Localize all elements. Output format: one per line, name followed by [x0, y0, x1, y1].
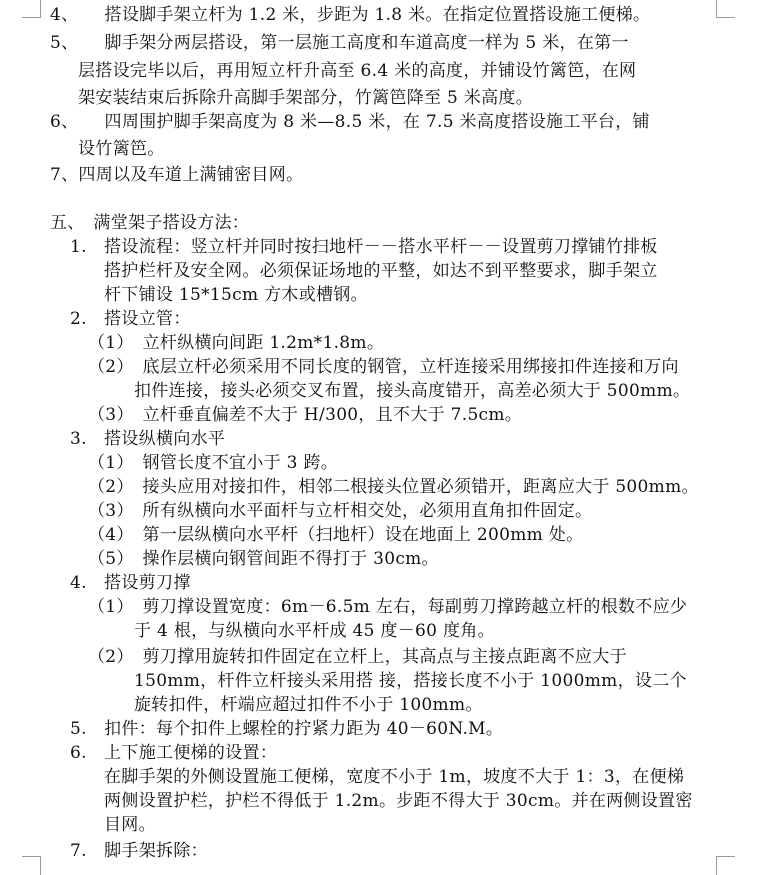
- text-line: 扣件连接，接头必须交叉布置，接头高度错开，高差必须大于 500mm。: [134, 381, 691, 401]
- text-line: （4） 第一层纵横向水平杆（扫地杆）设在地面上 200mm 处。: [88, 525, 584, 545]
- text-line: 2. 搭设立管：: [70, 309, 191, 329]
- text-line: （2） 接头应用对接扣件，相邻二根接头位置必须错开，距离应大于 500mm。: [88, 477, 699, 497]
- text-line: 4、 搭设脚手架立杆为 1.2 米，步距为 1.8 米。在指定位置搭设施工便梯。: [50, 5, 651, 25]
- text-line: （2） 底层立杆必须采用不同长度的钢管，立杆连接采用绑接扣件连接和万向: [88, 357, 679, 377]
- text-line: （1） 钢管长度不宜小于 3 跨。: [88, 453, 339, 473]
- text-line: 5、 脚手架分两层搭设，第一层施工高度和车道高度一样为 5 米，在第一: [50, 33, 629, 53]
- text-line: 6、 四周围护脚手架高度为 8 米—8.5 米，在 7.5 米高度搭设施工平台，铺: [50, 112, 650, 132]
- text-line: 杆下铺设 15*15cm 方木或槽钢。: [104, 285, 368, 305]
- text-line: （3） 立杆垂直偏差不大于 H/300，且不大于 7.5cm。: [88, 405, 523, 425]
- text-line: （1） 剪刀撑设置宽度：6m－6.5m 左右，每副剪刀撑跨越立杆的根数不应少: [88, 597, 688, 617]
- text-line: （2） 剪刀撑用旋转扣件固定在立杆上，其高点与主接点距离不应大于: [88, 647, 627, 667]
- text-line: （1） 立杆纵横向间距 1.2m*1.8m。: [88, 333, 385, 353]
- text-line: 设竹篱笆。: [78, 139, 165, 159]
- text-line: 于 4 根，与纵横向水平杆成 45 度－60 度角。: [134, 621, 495, 641]
- text-line: 搭护栏杆及安全网。必须保证场地的平整，如达不到平整要求，脚手架立: [104, 261, 658, 281]
- text-line: 在脚手架的外侧设置施工便梯，宽度不小于 1m，坡度不大于 1：3，在便梯: [104, 767, 685, 787]
- corner-mark-bottom-left: [22, 856, 41, 875]
- text-line: 两侧设置护栏，护栏不得低于 1.2m。步距不得大于 30cm。并在两侧设置密: [104, 791, 693, 811]
- corner-mark-top-left: [22, 0, 41, 18]
- section-heading: 五、 满堂架子搭设方法：: [50, 213, 250, 233]
- text-line: 1. 搭设流程：竖立杆并同时按扫地杆－－搭水平杆－－设置剪刀撑铺竹排板: [70, 237, 658, 257]
- text-line: 目网。: [104, 815, 156, 835]
- text-line: （3） 所有纵横向水平面杆与立杆相交处，必须用直角扣件固定。: [88, 501, 593, 521]
- text-line: 5. 扣件：每个扣件上螺栓的拧紧力距为 40－60N.M。: [70, 719, 504, 739]
- text-line: 7、四周以及车道上满铺密目网。: [50, 165, 304, 185]
- text-line: 层搭设完毕以后，再用短立杆升高至 6.4 米的高度，并铺设竹篱笆，在网: [78, 61, 637, 81]
- corner-mark-top-right: [716, 0, 735, 18]
- text-line: 架安装结束后拆除升高脚手架部分，竹篱笆降至 5 米高度。: [78, 88, 534, 108]
- text-line: （5） 操作层横向钢管间距不得打于 30cm。: [88, 549, 439, 569]
- text-line: 旋转扣件，杆端应超过扣件不小于 100mm。: [134, 695, 483, 715]
- text-line: 3. 搭设纵横向水平: [70, 429, 226, 449]
- text-line: 7. 脚手架拆除：: [70, 841, 208, 861]
- text-line: 6. 上下施工便梯的设置：: [70, 743, 278, 763]
- text-line: 150mm，杆件立杆接头采用搭 接，搭接长度不小于 1000mm，设二个: [134, 671, 687, 691]
- text-line: 4. 搭设剪刀撑: [70, 573, 191, 593]
- corner-mark-bottom-right: [716, 856, 735, 875]
